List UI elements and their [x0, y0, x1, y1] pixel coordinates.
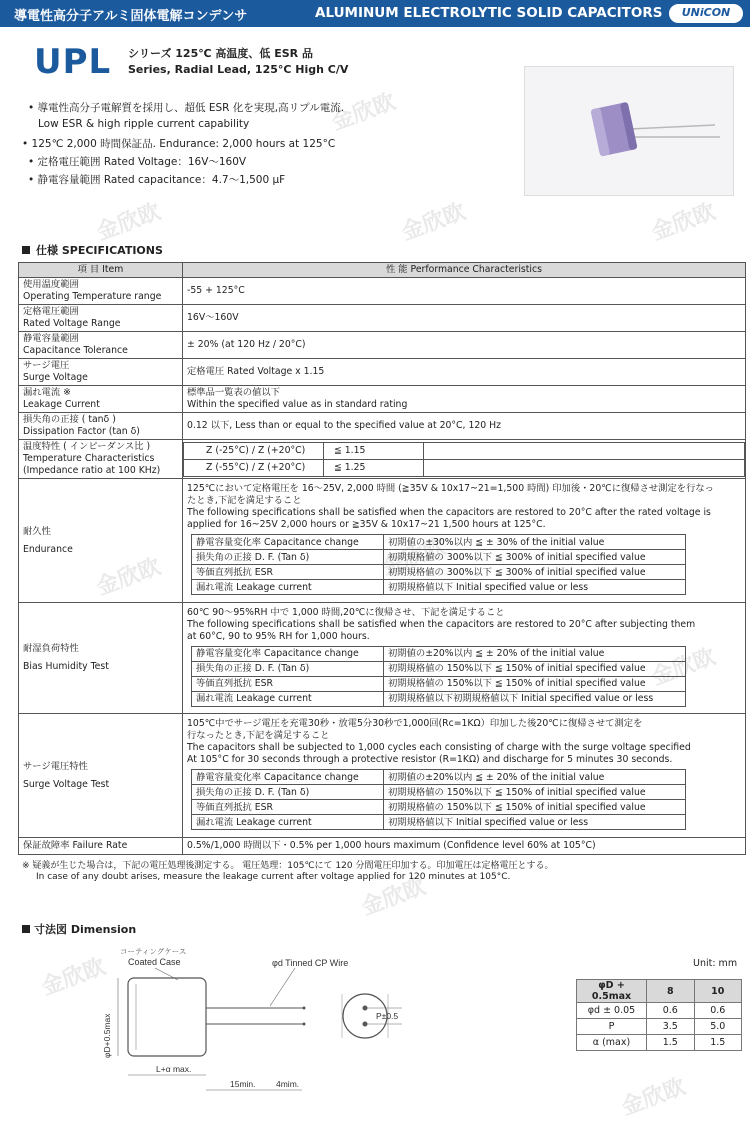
head-perf: 性 能 Performance Characteristics	[183, 263, 746, 278]
table-row	[19, 359, 746, 386]
endurance-desc-en: applied for 16~25V 2,000 hours or ≧35V & 10x17~21 1,500 hours at 125°C.	[187, 519, 546, 530]
head-item: 項 目 Item	[19, 263, 183, 278]
list-item: 等価直列抵抗 ESR 初期規格値の 300%以下 ≦ 300% of initial specified value	[192, 565, 686, 580]
row-value: 16V～160V	[183, 305, 746, 332]
header-banner	[0, 0, 750, 27]
failure-value: 0.5%/1,000 時間以下・0.5% per 1,000 hours maximum (Confidence level 60% at 105°C)	[183, 838, 746, 855]
table-row	[19, 714, 746, 838]
table-row: α (max) 1.5 1.5	[577, 1035, 742, 1051]
table-row	[19, 332, 746, 359]
spec-header-row	[19, 263, 746, 278]
row-label-jp: 使用温度範囲	[23, 279, 79, 290]
list-item: 漏れ電流 Leakage current 初期規格値以下 Initial specified value or less	[192, 815, 686, 830]
unit-label: Unit: mm	[693, 958, 738, 969]
humidity-desc-en: The following specifications shall be satisfied when the capacitors are restored to 20°C after subjecting them	[187, 618, 696, 630]
row-label-jp: 定格電圧範囲	[23, 306, 79, 317]
row-label-jp: 温度特性 ( インピーダンス比 )	[23, 441, 151, 452]
list-item: 静電容量変化率 Capacitance change 初期値の±30%以内 ≦ ± 30% of the initial value	[192, 535, 686, 550]
row-label-jp: 漏れ電流 ※	[23, 387, 71, 398]
list-item: 漏れ電流 Leakage current 初期規格値以下 Initial specified value or less	[192, 580, 686, 595]
length-label: L+α max.	[156, 1064, 192, 1074]
row-label-jp: 耐久性	[23, 525, 51, 537]
note-en: In case of any doubt arises, measure the leakage current after voltage applied for 120 minutes at 105°C.	[36, 872, 511, 882]
row-label-en: Surge Voltage	[23, 372, 88, 383]
table-row	[19, 386, 746, 413]
table-row: φd ± 0.05 0.6 0.6	[577, 1003, 742, 1019]
table-row	[19, 413, 746, 440]
failure-label: 保証故障率 Failure Rate	[19, 838, 183, 855]
list-item: 等価直列抵抗 ESR 初期規格値の 150%以下 ≦ 150% of initial specified value	[192, 800, 686, 815]
feature-1-jp: 導電性高分子電解質を採用し、超低 ESR 化を実現,高リプル電流.	[37, 102, 345, 114]
table-row	[19, 838, 746, 855]
temp-table	[183, 442, 745, 477]
row-label-en: Capacitance Tolerance	[23, 345, 128, 356]
row-label-jp: サージ電圧特性	[23, 760, 88, 772]
table-row	[19, 479, 746, 603]
table-row	[19, 440, 746, 479]
row-value: 定格電圧 Rated Voltage x 1.15	[183, 359, 746, 386]
spec-title-text: 仕様 SPECIFICATIONS	[36, 244, 163, 257]
watermark: 金欣欧	[618, 1074, 689, 1121]
temp-limit: ≦ 1.25	[324, 459, 424, 476]
row-label-en: Endurance	[23, 543, 73, 555]
row-label-en: Leakage Current	[23, 399, 100, 410]
temp-ratio: Z (-55°C) / Z (+20°C)	[184, 459, 324, 476]
surge-desc-jp: 105℃中でサージ電圧を充電30秒・放電5分30秒で1,000回(Rc=1KΩ）印加した後20℃に復帰させて測定を	[187, 718, 643, 729]
dimension-title-text: 寸法図 Dimension	[34, 923, 137, 936]
row-label-en: Temperature Characteristics	[23, 453, 155, 464]
feature-3-text: 定格電圧範囲 Rated Voltage：16V～160V	[37, 156, 247, 168]
note-jp: ※ 疑義が生じた場合は，下記の電圧処理後測定する。 電圧処理：105℃にて 120 分間電圧印加する。印加電圧は定格電圧とする。	[22, 861, 554, 871]
square-bullet-icon	[22, 925, 30, 933]
endurance-desc-jp: 125℃において定格電圧を 16～25V, 2,000 時間 (≧35V & 10x17~21=1,500 時間) 印加後・20℃に復帰させ測定を行なっ	[187, 483, 714, 494]
dimension-section-title	[22, 921, 136, 937]
list-item: 等価直列抵抗 ESR 初期規格値の 150%以下 ≦ 150% of initial specified value	[192, 676, 686, 691]
dimension-drawing	[80, 940, 410, 1105]
row-label-en: Operating Temperature range	[23, 291, 162, 302]
row-value: 0.12 以下, Less than or equal to the specified value at 20°C, 120 Hz	[183, 413, 746, 440]
surge-desc-jp: 行なったとき,下記を満足すること	[187, 730, 330, 741]
row-label-jp: 損失角の正接 ( tanδ )	[23, 414, 116, 425]
product-photo	[524, 66, 734, 196]
surge-table	[191, 769, 686, 830]
header-title-jp: 導電性高分子アルミ固体電解コンデンサ	[14, 9, 248, 24]
watermark: 金欣欧	[648, 199, 719, 246]
watermark: 金欣欧	[358, 874, 429, 921]
table-row	[19, 305, 746, 332]
humidity-table	[191, 646, 686, 707]
row-label-jp: サージ電圧	[23, 360, 70, 371]
watermark: 金欣欧	[93, 199, 164, 246]
endurance-table	[191, 534, 686, 595]
watermark: 金欣欧	[38, 954, 109, 1001]
watermark: 金欣欧	[398, 199, 469, 246]
row-label-en: Rated Voltage Range	[23, 318, 121, 329]
row-value-en: Within the specified value as in standard rating	[187, 399, 408, 410]
feature-2-text: 125℃ 2,000 時間保証品. Endurance: 2,000 hours at 125°C	[31, 138, 336, 150]
list-item: 損失角の正接 D. F. (Tan δ) 初期規格値の 150%以下 ≦ 150% of initial specified value	[192, 785, 686, 800]
feature-1: • 導電性高分子電解質を採用し、超低 ESR 化を実現,高リプル電流.	[28, 102, 345, 114]
dimension-table	[576, 979, 742, 1051]
feature-2: • 125℃ 2,000 時間保証品. Endurance: 2,000 hours at 125°C	[22, 138, 336, 150]
row-label-en: Surge Voltage Test	[23, 778, 110, 790]
table-row: φD + 0.5max 8 10	[577, 980, 742, 1003]
row-value: ± 20% (at 120 Hz / 20°C)	[183, 332, 746, 359]
temp-limit: ≦ 1.15	[324, 442, 424, 459]
surge-desc-en: At 105°C for 30 seconds through a protective resistor (R=1KΩ) and discharge for 5 minutes 30 seconds.	[187, 754, 673, 765]
pitch-label: P±0.5	[376, 1011, 399, 1021]
list-item: 静電容量変化率 Capacitance change 初期値の±20%以内 ≦ ± 20% of the initial value	[192, 770, 686, 785]
row-label-en: Dissipation Factor (tan δ)	[23, 426, 140, 437]
temp-row	[184, 442, 745, 459]
spec-section-title	[22, 242, 163, 258]
feature-4-text: 静電容量範囲 Rated capacitance：4.7～1,500 μF	[37, 174, 286, 186]
watermark: 金欣欧	[378, 534, 449, 581]
od-label: φD+0.5max	[102, 1013, 112, 1058]
table-row	[19, 278, 746, 305]
row-label-en: (Impedance ratio at 100 KHz)	[23, 465, 161, 476]
list-item: 漏れ電流 Leakage current 初期規格値以下初期規格値以下 Initial specified value or less	[192, 691, 686, 706]
table-row: P 3.5 5.0	[577, 1019, 742, 1035]
lead-4min-label: 4mim.	[276, 1079, 300, 1089]
watermark: 金欣欧	[93, 554, 164, 601]
capacitor-image	[525, 67, 735, 197]
feature-1-en-line	[38, 118, 249, 130]
unicon-logo: UNiCON	[668, 3, 744, 24]
wire-label: φd Tinned CP Wire	[272, 958, 349, 968]
row-value: -55 + 125°C	[183, 278, 746, 305]
row-value-jp: 標準品一覧表の値以下	[187, 387, 280, 398]
series-subtitle-jp: シリーズ 125℃ 高温度、低 ESR 品	[128, 47, 313, 60]
humidity-desc-en: at 60°C, 90 to 95% RH for 1,000 hours.	[187, 630, 370, 642]
feature-3: • 定格電圧範囲 Rated Voltage：16V～160V	[28, 156, 247, 168]
feature-4: • 静電容量範囲 Rated capacitance：4.7～1,500 μF	[28, 174, 286, 186]
coat-label-jp: コーティングケース	[120, 947, 187, 956]
table-row	[19, 603, 746, 714]
watermark: 金欣欧	[648, 644, 719, 691]
endurance-desc-jp: たとき,下記を満足すること	[187, 495, 302, 506]
humidity-desc-jp: 60℃ 90～95%RH 中で 1,000 時間,20℃に復帰させ、下記を満足すること	[187, 606, 505, 618]
row-label-en: Bias Humidity Test	[23, 661, 109, 672]
temp-ratio: Z (-25°C) / Z (+20°C)	[184, 442, 324, 459]
list-item: 損失角の正接 D. F. (Tan δ) 初期規格値の 300%以下 ≦ 300% of initial specified value	[192, 550, 686, 565]
lead-min-label: 15min.	[230, 1079, 256, 1089]
feature-1-en: Low ESR & high ripple current capability	[38, 118, 250, 130]
coat-label-en: Coated Case	[128, 957, 181, 967]
surge-desc-en: The capacitors shall be subjected to 1,000 cycles each consisting of charge with the surge voltage specified	[187, 742, 691, 753]
row-label-jp: 耐湿負荷特性	[23, 643, 79, 654]
square-bullet-icon	[22, 246, 30, 254]
series-name: UPL	[34, 42, 112, 82]
header-title-en: ALUMINUM ELECTROLYTIC SOLID CAPACITORS	[315, 5, 663, 21]
series-subtitle-en: Series, Radial Lead, 125°C High C/V	[128, 63, 349, 76]
row-label-jp: 静電容量範囲	[23, 333, 79, 344]
watermark: 金欣欧	[328, 89, 399, 136]
temp-row	[184, 459, 745, 476]
list-item: 損失角の正接 D. F. (Tan δ) 初期規格値の 150%以下 ≦ 150% of initial specified value	[192, 661, 686, 676]
spec-table	[18, 262, 746, 855]
list-item: 静電容量変化率 Capacitance change 初期値の±20%以内 ≦ ± 20% of the initial value	[192, 646, 686, 661]
endurance-desc-en: The following specifications shall be satisfied when the capacitors are restored to 20°C after the rated voltage is	[187, 507, 711, 518]
